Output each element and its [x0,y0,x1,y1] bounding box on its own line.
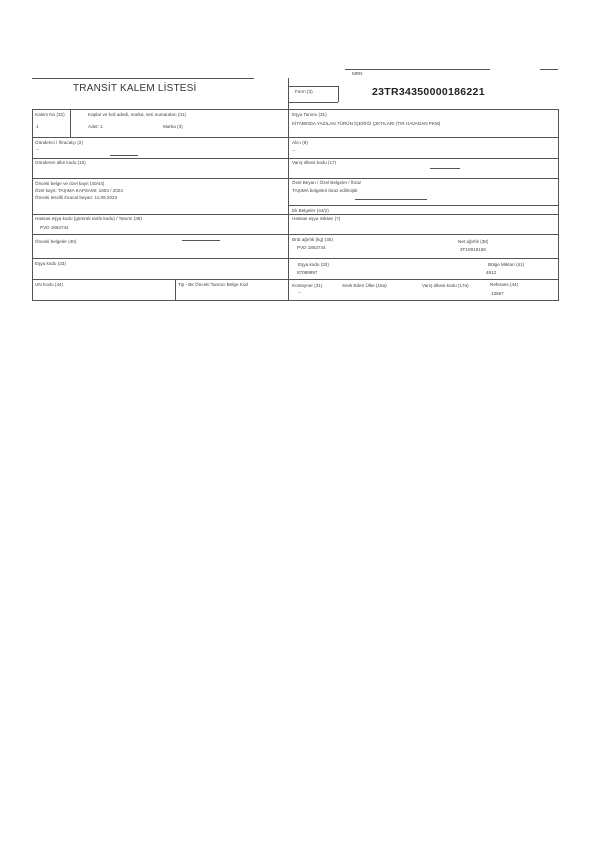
ozel-beyan-value: TAŞIMA belgeleri ibraz edilmiştir [292,188,358,193]
table-right [558,109,559,300]
col-tip-divider [175,279,176,300]
kaplar-label: Kaplar ve koli adedi, marka, seri numaraları (31) [88,112,187,117]
mrn-label: MRN [352,71,363,76]
ozel-underline [355,199,427,200]
tip-label: Tip - Bir Önceki Tanıtıcı Belge Kod [178,282,248,287]
row-sep-5 [32,214,559,215]
form-box-right [338,86,339,102]
gonderici-label: Gönderici / İhracatçı (2) [35,140,83,145]
row-sep-3 [32,178,559,179]
table-left [32,109,33,300]
mrn-underline-right [540,69,558,70]
row-sep-4 [288,205,558,206]
esya-kodu-underline [183,258,213,259]
ozel-beyan-label: Özel Beyan / Özel Belgeler / İbraz [292,180,362,185]
referans-label: Referans (44) [490,282,519,287]
gonderen-underline [208,158,238,159]
brut-agirlik-value: PVD 1863744 [297,245,326,250]
row-sep-7 [32,258,559,259]
belge-label: Önceki belge ve özel kayıt (40/44) [35,181,105,186]
esya-kodu-value: 87089997 [297,270,318,275]
gonderen-ulke-label: Gönderen ülke kodu (15) [35,160,86,165]
referans-value: 13667 [491,291,504,296]
gonderici-value: -- [36,147,40,152]
ek-belge-label: Ek Belgeler (44/2) [292,208,329,213]
sevk-ulke-label: Sevk Eden Ülke (15a) [342,283,387,288]
esya-kodu-label: Eşya kodu (33) [35,261,66,266]
row-sep-6 [32,234,559,235]
varis-ulke-label-2: Varış ülkesi kodu (17a) [422,283,469,288]
onceki-underline [182,240,220,241]
form-label: Form (3) [295,89,313,94]
table-bottom [32,300,559,301]
alici-label: Alıcı (8) [292,140,308,145]
hassas-value: PVD 1863744 [40,225,69,230]
bolge-miktar-value: 4812 [486,270,497,275]
konteyner-label: Konteyner (31) [292,283,323,288]
col-kalem-divider [70,109,71,137]
alici-value: -- [292,148,296,153]
form-box-bottom [288,102,338,103]
net-agirlik-label: Net ağırlık (38) [458,239,489,244]
hassas-miktar-label: Hassas eşya miktarı (?) [292,216,341,221]
onceki-belge-label: Önceki belgeler (40) [35,239,77,244]
adet-label: Adet: [88,124,99,129]
kalem-no-value: 1 [36,124,39,129]
belge-line-1: Özel kayıt: TAŞIMA KAPSAMI: 1803 / 2023 [35,188,123,193]
mrn-underline [345,69,490,70]
net-agirlik-value: 3T10919159 [460,247,486,252]
table-top [32,109,559,110]
bolge-miktar-label: Bölge Miktarı (41) [488,262,525,267]
table-center-divider [288,78,289,300]
marka-label: Marka (3) [163,124,183,129]
belge-line-2: Önceki tescilli ihracat beyan: 11.09.2023 [35,195,118,200]
row-sep-2 [32,158,559,159]
varis-ulke-label: Varış ülkesi kodu (17) [292,160,337,165]
gonderici-underline [110,155,138,156]
konteyner-value: -- [298,290,302,295]
brut-agirlik-label: Brüt ağırlık (kg) (35) [292,237,333,242]
varis-underline [430,168,460,169]
esya-kodu-header-right: Eşya kodu (33) [298,262,329,267]
esya-tanimi-value: KİTABINDA YAZILAN TÜRÜN İÇERİĞİ ÇIKTILARI (TIR HAVADAN PKM) [292,121,441,126]
title-top-rule [32,78,254,79]
adet-value: 1 [100,124,103,129]
un-kodu-label: UN Kodu (44) [35,282,64,287]
page-title: TRANSİT KALEM LİSTESİ [73,83,197,94]
esya-tanimi-label: Eşya Tanımı (31) [292,112,327,117]
row-sep-8 [32,279,559,280]
kalem-no-label: Kalem No (32) [35,112,65,117]
row-sep-1 [32,137,559,138]
form-box-top [288,86,338,87]
hassas-label: Hassas eşya kodu (gümrük tarife kodu) / Tanımı (38) [35,216,142,221]
document-number: 23TR34350000186221 [372,86,485,98]
